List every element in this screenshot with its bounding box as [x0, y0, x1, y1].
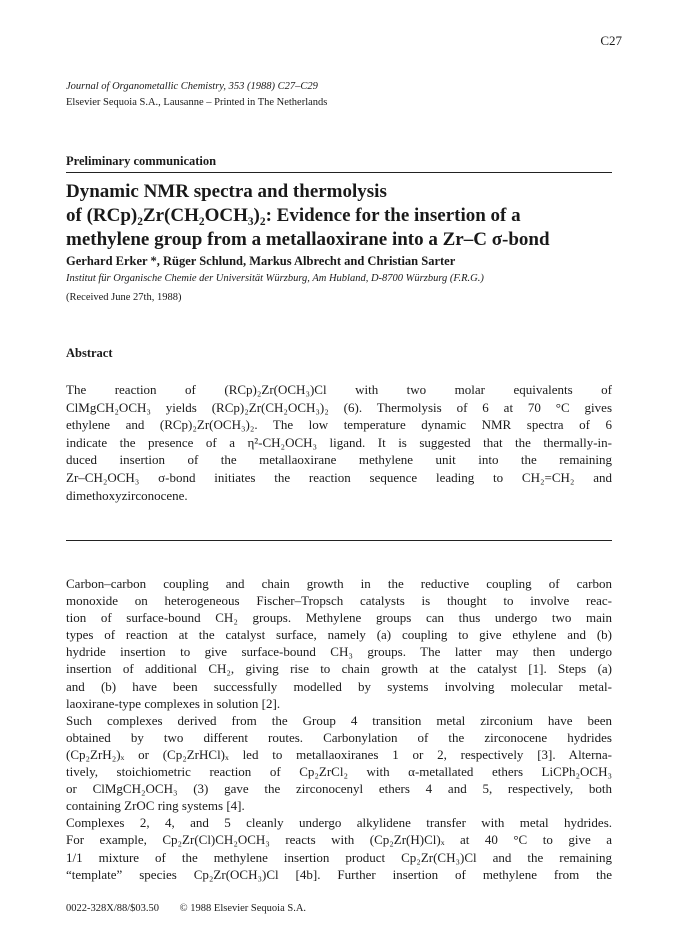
footer	[66, 903, 324, 914]
body-line: containing ZrOC ring systems [4].	[66, 798, 245, 814]
body-line: obtained by two different routes. Carbonylation of the zirconocene hydrides	[66, 729, 612, 745]
abstract-divider	[66, 540, 612, 541]
body-line: insertion of additional CH₂, giving rise to chain growth at the catalyst [1]. Steps (a)	[66, 661, 612, 677]
section-heading: Preliminary communication	[66, 154, 217, 168]
body-line: types of reaction at the catalyst surface, namely (a) coupling to give ethylene and (b)	[66, 627, 612, 643]
body-line: tively, stoichiometric reaction of Cp₂ZrCl₂ with α-metallated ethers LiCPh₂OCH₃	[66, 764, 612, 780]
title-line: Dynamic NMR spectra and thermolysis	[66, 181, 387, 202]
footer-code: 0022-328X/88/$03.50	[66, 903, 160, 914]
section-divider	[66, 172, 612, 173]
author-list: Gerhard Erker *, Rüger Schlund, Markus Albrecht and Christian Sarter	[66, 254, 456, 268]
abstract-line: ClMgCH₂OCH₃ yields (RCp)₂Zr(CH₂OCH₃)₂ (6). Thermolysis of 6 at 70 °C gives	[66, 399, 612, 415]
body-line: “template” species Cp₂Zr(OCH₃)Cl [4b]. Further insertion of methylene from the	[66, 866, 612, 882]
publisher-line: Elsevier Sequoia S.A., Lausanne – Printed in The Netherlands	[66, 97, 328, 108]
footer-copyright: © 1988 Elsevier Sequoia S.A.	[179, 903, 307, 914]
body-line: and (b) have been successfully modelled by systems involving molecular metal-	[66, 678, 612, 694]
abstract-line: indicate the presence of a η²-CH₂OCH₃ ligand. It is suggested that the thermally-in-	[66, 434, 612, 450]
abstract-line: dimethoxyzirconocene.	[66, 487, 188, 503]
body-line: Such complexes derived from the Group 4 transition metal zirconium have been	[66, 712, 612, 728]
body-line: 1/1 mixture of the methylene insertion product Cp₂Zr(CH₃)Cl and the remaining	[66, 849, 612, 865]
body-line: hydride insertion to give surface-bound CH₃ groups. The latter may then undergo	[66, 644, 612, 660]
abstract-line: ethylene and (RCp)₂Zr(OCH₃)₂. The low temperature dynamic NMR spectra of 6	[66, 417, 612, 433]
abstract-line: duced insertion of the metallaoxirane methylene unit into the remaining	[66, 452, 612, 468]
page-number: C27	[600, 33, 622, 48]
body-line: laoxirane-type complexes in solution [2].	[66, 695, 281, 711]
affiliation: Institut für Organische Chemie der Universität Würzburg, Am Hubland, D-8700 Würzburg (F.R.G.)	[66, 273, 484, 284]
abstract-line: The reaction of (RCp)₂Zr(OCH₃)Cl with two molar equivalents of	[66, 382, 612, 397]
abstract-text	[66, 381, 612, 504]
body-line: Carbon–carbon coupling and chain growth in the reductive coupling of carbon	[66, 576, 612, 591]
body-line: Complexes 2, 4, and 5 cleanly undergo alkylidene transfer with metal hydrides.	[66, 815, 612, 831]
body-line: tion of surface-bound CH₂ groups. Methylene groups can thus undergo two main	[66, 610, 612, 626]
body-line: monoxide on heterogeneous Fischer–Tropsch catalysts is thought to involve reac-	[66, 593, 612, 609]
abstract-heading: Abstract	[66, 346, 113, 360]
title-line: methylene group from a metallaoxirane into a Zr–C σ-bond	[66, 229, 550, 250]
journal-citation: Journal of Organometallic Chemistry, 353 (1988) C27–C29	[66, 81, 318, 92]
article-title	[66, 180, 626, 252]
body-line: (Cp₂ZrH₂)ₓ or (Cp₂ZrHCl)ₓ led to metallaoxiranes 1 or 2, respectively [3]. Alterna-	[66, 746, 612, 762]
abstract-line: Zr–CH₂OCH₃ σ-bond initiates the reaction sequence leading to CH₂=CH₂ and	[66, 469, 612, 485]
body-line: For example, Cp₂Zr(Cl)CH₂OCH₃ reacts with (Cp₂Zr(H)Cl)ₓ at 40 °C to give a	[66, 832, 612, 848]
received-date: (Received June 27th, 1988)	[66, 292, 182, 303]
body-text	[66, 575, 612, 883]
body-line: or ClMgCH₂OCH₃ (3) gave the zirconocenyl ethers 4 and 5, respectively, both	[66, 781, 612, 797]
title-line: of (RCp)₂Zr(CH₂OCH₃)₂: Evidence for the insertion of a	[66, 205, 521, 226]
